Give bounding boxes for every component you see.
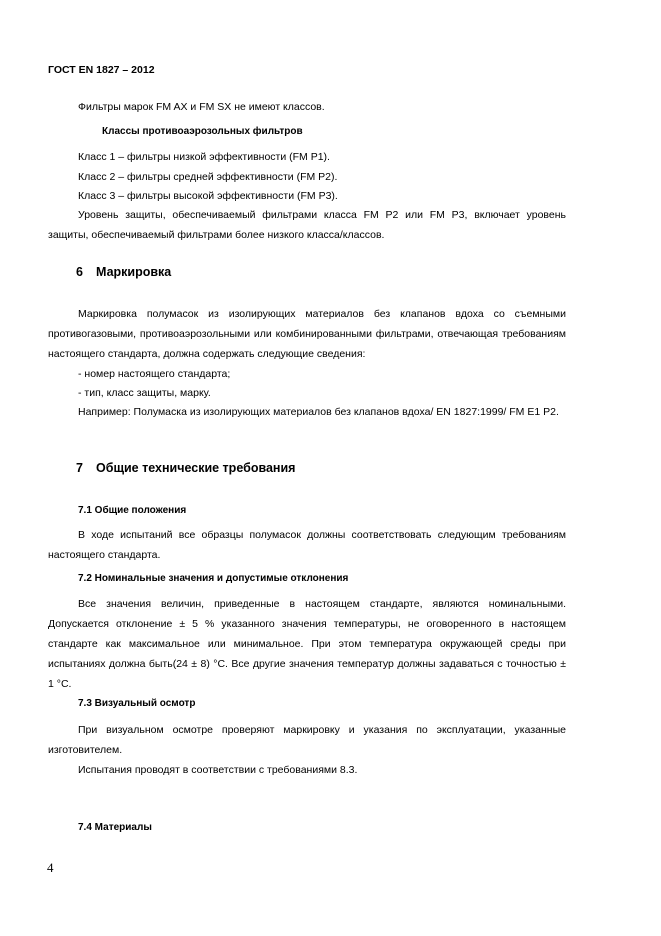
page-number: 4 [47, 860, 54, 875]
section-7-2-heading: 7.2 Номинальные значения и допустимые отклонения [78, 573, 349, 584]
section-7-3-heading: 7.3 Визуальный осмотр [78, 698, 196, 709]
section-6-number: 6 [76, 265, 83, 279]
protection-level-paragraph: Уровень защиты, обеспечиваемый фильтрами класса FM P2 или FM P3, включает уровень защиты, обеспечиваемый фильтрами более низкого класса/классов. [48, 209, 566, 241]
section-7-heading [76, 461, 295, 475]
section-7-4-heading: 7.4 Материалы [78, 822, 152, 833]
bullet-standard-number: - номер настоящего стандарта; [78, 368, 231, 380]
document-header: ГОСТ EN 1827 – 2012 [48, 64, 155, 76]
section-6-title: Маркировка [96, 265, 172, 279]
class-3-text: Класс 3 – фильтры высокой эффективности (FM P3). [78, 190, 338, 202]
section-6-intro: Маркировка полумасок из изолирующих материалов без клапанов вдоха со съемными противогазовыми, противоаэрозольными или комбинированными фильтрами, отвечающая требованиям настоящего стандарта, должна содержать следующие сведения: [48, 308, 566, 360]
filters-no-class-text: Фильтры марок FM AX и FM SX не имеют классов. [78, 101, 325, 113]
classes-heading: Классы противоаэрозольных фильтров [102, 126, 303, 137]
section-7-3-text: При визуальном осмотре проверяют маркировку и указания по эксплуатации, указанные изготовителем. [48, 724, 566, 756]
class-2-text: Класс 2 – фильтры средней эффективности (FM P2). [78, 171, 338, 183]
bullet-type-class: - тип, класс защиты, марку. [78, 387, 211, 399]
section-6-heading [76, 265, 171, 279]
section-7-1-heading: 7.1 Общие положения [78, 505, 187, 516]
section-7-1-text: В ходе испытаний все образцы полумасок должны соответствовать следующим требованиям настоящего стандарта. [48, 529, 566, 561]
section-7-number: 7 [76, 461, 83, 475]
section-7-3-text-2: Испытания проводят в соответствии с требованиями 8.3. [78, 764, 358, 776]
marking-example: Например: Полумаска из изолирующих материалов без клапанов вдоха/ EN 1827:1999/ FM E1 P2. [78, 406, 559, 418]
class-1-text: Класс 1 – фильтры низкой эффективности (FM P1). [78, 151, 330, 163]
section-7-title: Общие технические требования [96, 461, 296, 475]
section-7-2-text: Все значения величин, приведенные в настоящем стандарте, являются номинальными. Допускается отклонение ± 5 % указанного значения температуры, не оговоренного в настоящем стандарте как максимальное или минимальное. При этом температура окружающей среды при испытаниях должна быть(24 ± 8) °С. Все другие значения температур должны задаваться с точностью ± 1 °С. [48, 598, 566, 690]
